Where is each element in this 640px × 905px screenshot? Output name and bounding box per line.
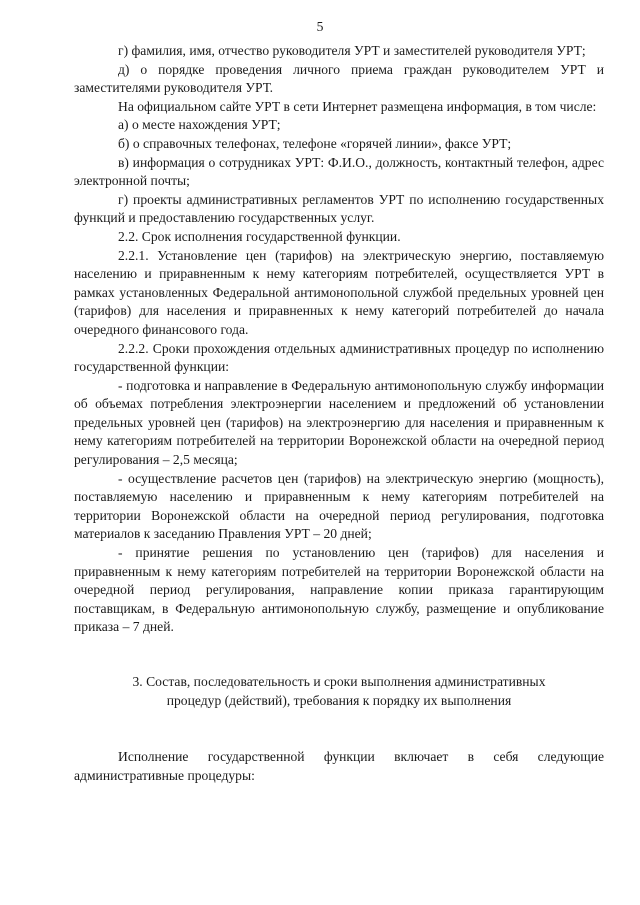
paragraph-v-staff: в) информация о сотрудниках УРТ: Ф.И.О., должность, контактный телефон, адрес электронной почты; (74, 154, 604, 189)
list-item-preparation: - подготовка и направление в Федеральную антимонопольную службу информации об объемах потребления электроэнергии населением и предложений об установлении предельных уровней цен (тарифов) на электроэнергию для населения и приравненным к нему категориям потребителей на территории Воронежской области на очередной период регулирования – 2,5 месяца; (74, 377, 604, 468)
list-item-decision: - принятие решения по установлению цен (тарифов) для населения и приравненным к нему категориям потребителей на территории Воронежской области на очередной период регулирования, направление копии приказа гарантирующим поставщикам, в Федеральную антимонопольную службу, размещение и опубликование приказа – 7 дней. (74, 545, 604, 635)
paragraph-g-regulations: г) проекты административных регламентов УРТ по исполнению государственных функций и предоставлению государственных услуг. (74, 191, 604, 226)
page-number: 5 (316, 19, 324, 34)
list-item-calculation: - осуществление расчетов цен (тарифов) на электрическую энергию (мощность), поставляемую населению и приравненным к нему категориям потребителей на территории Воронежской области на очередной период регулирования, подготовка материалов к заседанию Правления УРТ – 20 дней; (74, 470, 604, 542)
paragraph-2-2-2: 2.2.2. Сроки прохождения отдельных административных процедур по исполнению государственной функции: (74, 340, 604, 375)
paragraph-website-info: На официальном сайте УРТ в сети Интернет размещена информация, в том числе: (118, 98, 597, 114)
paragraph-a-location: а) о месте нахождения УРТ; (118, 117, 281, 133)
document-body (74, 42, 604, 785)
section-heading-line-1: 3. Состав, последовательность и сроки выполнения административных (132, 674, 546, 689)
closing-paragraph: Исполнение государственной функции включает в себя следующие административные процедуры: (74, 749, 604, 783)
paragraph-2-2: 2.2. Срок исполнения государственной функции. (118, 228, 401, 244)
paragraph-b-phones: б) о справочных телефонах, телефоне «горячей линии», факсе УРТ; (118, 135, 512, 151)
section-heading-line-2: процедур (действий), требования к порядку их выполнения (166, 692, 512, 708)
paragraph-g-fio: г) фамилия, имя, отчество руководителя УРТ и заместителей руководителя УРТ; (118, 43, 586, 58)
paragraph-d-reception: д) о порядке проведения личного приема граждан руководителем УРТ и заместителями руководителя УРТ. (74, 61, 604, 96)
paragraph-2-2-1: 2.2.1. Установление цен (тарифов) на электрическую энергию, поставляемую населению и приравненным к нему категориям потребителей, осуществляется УРТ в рамках установленных Федеральной антимонопольной службой предельных уровней цен (тарифов) для населения и приравненных к нему категорий потребителей до начала очередного финансового года. (74, 247, 604, 337)
